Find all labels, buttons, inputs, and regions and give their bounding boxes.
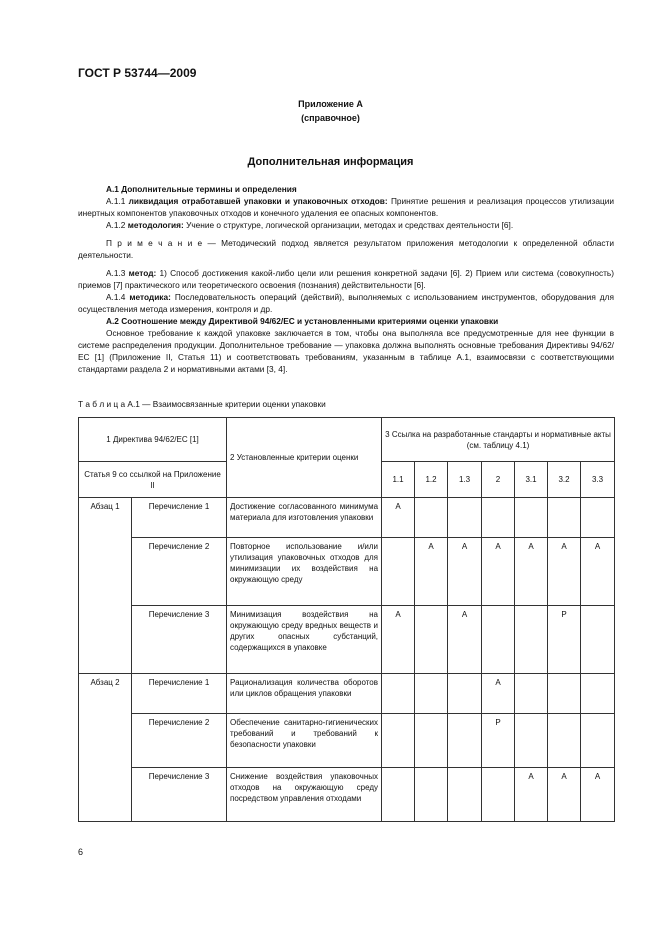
definition-term: ликвидация отработавшей упаковки и упаковочных отходов: — [128, 196, 388, 206]
reference-mark-cell: А — [515, 768, 548, 822]
enumeration-cell: Перечисление 3 — [132, 606, 227, 674]
definition-term: методология: — [127, 220, 184, 230]
reference-mark-cell — [382, 714, 415, 768]
reference-mark-cell — [382, 538, 415, 606]
ref-column-header: 3.3 — [581, 462, 615, 498]
reference-mark-cell — [415, 674, 448, 714]
reference-mark-cell: А — [448, 606, 482, 674]
table-row — [79, 538, 615, 606]
criterion-cell: Достижение согласованного минимума материала для изготовления упаковки — [227, 498, 382, 538]
reference-mark-cell — [448, 768, 482, 822]
reference-mark-cell: Р — [482, 714, 515, 768]
reference-mark-cell — [581, 606, 615, 674]
document-code: ГОСТ Р 53744—2009 — [78, 66, 197, 80]
table-row — [79, 498, 615, 538]
reference-mark-cell — [415, 768, 448, 822]
table-row — [79, 714, 615, 768]
note — [78, 237, 614, 261]
appendix-label — [0, 97, 661, 125]
reference-mark-cell — [382, 768, 415, 822]
definition-text: 1) Способ достижения какой-либо цели или решения конкретной задачи [6]. 2) Прием или система (совокупность) приемов [7] практического или теоретического освоения (познания) действительности [6]. — [78, 268, 614, 290]
definition-number: А.1.4 — [106, 292, 126, 302]
reference-mark-cell — [548, 498, 581, 538]
definition-number: А.1.1 — [106, 196, 126, 206]
reference-mark-cell — [515, 606, 548, 674]
article-subheader: Статья 9 со ссылкой на Приложение II — [79, 462, 227, 498]
reference-mark-cell — [548, 674, 581, 714]
appendix-kind: (справочное) — [301, 113, 360, 123]
enumeration-cell: Перечисление 3 — [132, 768, 227, 822]
reference-mark-cell — [482, 768, 515, 822]
criterion-cell: Рационализация количества оборотов или циклов обращения упаковки — [227, 674, 382, 714]
reference-mark-cell — [448, 714, 482, 768]
enumeration-cell: Перечисление 2 — [132, 538, 227, 606]
reference-mark-cell: А — [581, 538, 615, 606]
ref-column-header: 3.1 — [515, 462, 548, 498]
reference-mark-cell — [482, 606, 515, 674]
table-caption: Т а б л и ц а А.1 — Взаимосвязанные критерии оценки упаковки — [78, 399, 326, 409]
criteria-table — [78, 417, 615, 822]
ref-column-header: 1.1 — [382, 462, 415, 498]
reference-mark-cell — [415, 498, 448, 538]
reference-mark-cell — [482, 498, 515, 538]
reference-mark-cell — [415, 714, 448, 768]
reference-mark-cell — [382, 674, 415, 714]
criteria-header: 2 Установленные критерии оценки — [227, 418, 382, 498]
reference-mark-cell: Р — [548, 606, 581, 674]
definition-a13 — [78, 267, 614, 291]
reference-mark-cell: А — [548, 538, 581, 606]
criterion-cell: Минимизация воздействия на окружающую среду вредных веществ и других опасных субстанций, содержащихся в упаковке — [227, 606, 382, 674]
reference-mark-cell — [415, 606, 448, 674]
paragraph-cell: Абзац 2 — [79, 674, 132, 822]
note-text: — Методический подход является результатом приложения методологии к определенной области деятельности. — [78, 238, 614, 260]
reference-mark-cell: А — [382, 498, 415, 538]
definition-a11 — [78, 195, 614, 219]
reference-mark-cell — [448, 674, 482, 714]
section-a1-heading: А.1 Дополнительные термины и определения — [106, 184, 297, 194]
criterion-cell: Обеспечение санитарно-гигиенических требований и требований к безопасности упаковки — [227, 714, 382, 768]
criterion-cell: Повторное использование и/или утилизация упаковочных отходов для минимизации их воздействия на окружающую среду — [227, 538, 382, 606]
reference-mark-cell: А — [482, 538, 515, 606]
page-number: 6 — [78, 847, 84, 857]
references-header: 3 Ссылка на разработанные стандарты и нормативные акты (см. таблицу 4.1) — [382, 418, 615, 462]
appendix-title: Приложение А — [298, 99, 363, 109]
section-a2-heading: А.2 Соотношение между Директивой 94/62/ЕС и установленными критериями оценки упаковки — [106, 316, 499, 326]
ref-column-header: 2 — [482, 462, 515, 498]
reference-mark-cell — [515, 674, 548, 714]
reference-mark-cell: А — [581, 768, 615, 822]
reference-mark-cell — [581, 674, 615, 714]
reference-mark-cell: А — [382, 606, 415, 674]
criterion-cell: Снижение воздействия упаковочных отходов на окружающую среду посредством управления отходами — [227, 768, 382, 822]
reference-mark-cell: А — [415, 538, 448, 606]
reference-mark-cell — [548, 714, 581, 768]
reference-mark-cell — [581, 714, 615, 768]
ref-column-header: 3.2 — [548, 462, 581, 498]
definition-text: Принятие решения и реализация процессов утилизации инертных компонентов упаковочных отходов и конечного удаления ее опасных компонентов. — [78, 196, 615, 218]
definition-number: А.1.2 — [106, 220, 126, 230]
reference-mark-cell — [515, 498, 548, 538]
enumeration-cell: Перечисление 1 — [132, 674, 227, 714]
definition-text: Учение о структуре, логической организации, методах и средствах деятельности [6]. — [183, 220, 514, 230]
table-row — [79, 674, 615, 714]
enumeration-cell: Перечисление 2 — [132, 714, 227, 768]
note-label: П р и м е ч а н и е — [106, 238, 203, 248]
definition-text: Последовательность операций (действий), выполняемых с использованием инструментов, оборудования для осуществления метода измерения, контроля и др. — [78, 292, 614, 314]
definition-a14 — [78, 291, 614, 315]
reference-mark-cell: А — [482, 674, 515, 714]
definition-a12 — [78, 219, 614, 231]
table-row — [79, 606, 615, 674]
section-a2-text: Основное требование к каждой упаковке заключается в том, чтобы она выполняла все предусмотренные для нее функции в системе распределения продукции. Дополнительное требование — упаковка должна выполнять основные требования Директивы 94/62/ЕС [1] (Приложение II, Статья 11) и соответствовать требованиям, указанным в таблице А.1, взаимосвязи с соответствующими стандартами раздела 2 и нормативными актами [3, 4]. — [78, 328, 614, 374]
reference-mark-cell — [448, 498, 482, 538]
reference-mark-cell: А — [448, 538, 482, 606]
reference-mark-cell — [515, 714, 548, 768]
section-a1 — [78, 183, 614, 375]
reference-mark-cell — [581, 498, 615, 538]
directive-header: 1 Директива 94/62/ЕС [1] — [79, 418, 227, 462]
paragraph-cell: Абзац 1 — [79, 498, 132, 674]
reference-mark-cell: А — [548, 768, 581, 822]
reference-mark-cell: А — [515, 538, 548, 606]
definition-term: метод: — [128, 268, 157, 278]
definition-term: методика: — [129, 292, 171, 302]
ref-column-header: 1.2 — [415, 462, 448, 498]
table-row — [79, 768, 615, 822]
definition-number: А.1.3 — [106, 268, 126, 278]
page-title: Дополнительная информация — [247, 156, 414, 168]
ref-column-header: 1.3 — [448, 462, 482, 498]
enumeration-cell: Перечисление 1 — [132, 498, 227, 538]
